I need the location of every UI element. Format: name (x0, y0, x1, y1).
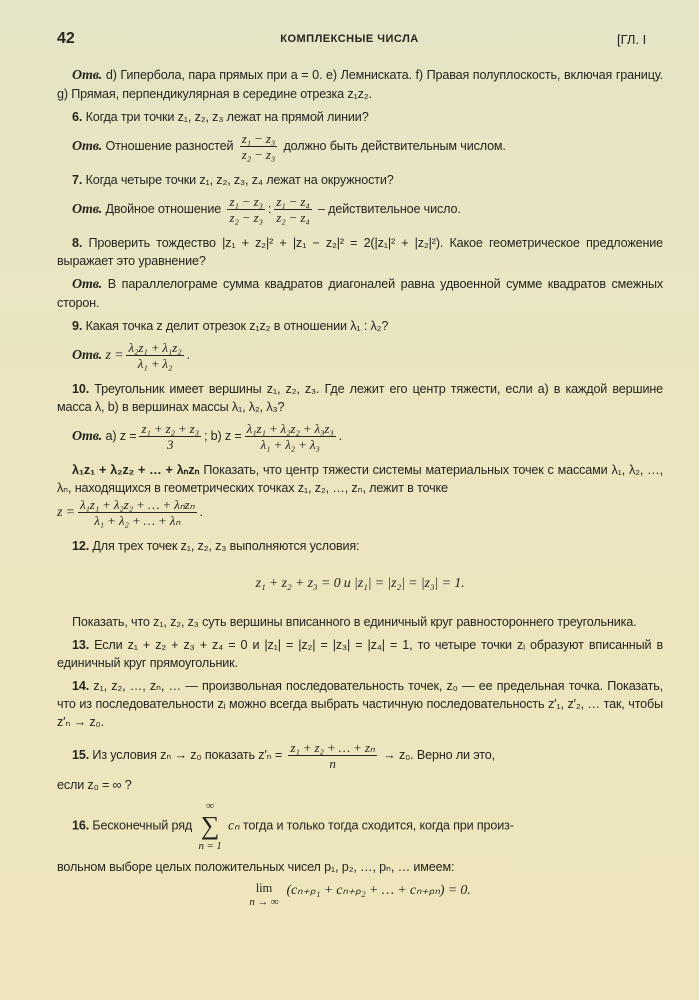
denominator: z₂ − z₃ (241, 147, 276, 162)
answer-text: Двойное отношение (105, 201, 222, 216)
problem-number: 12. (72, 539, 90, 553)
limit (249, 881, 278, 909)
denominator: z₂ − z₄ (276, 210, 310, 225)
problem-14 (57, 677, 663, 731)
answer-10 (57, 421, 663, 452)
limit-equation (57, 881, 663, 909)
denominator: 3 (167, 437, 174, 452)
problem-text: Когда три точки z₁, z₂, z₃ лежат на прямой линии? (85, 110, 369, 124)
problem-7 (57, 171, 663, 189)
problem-text: Какая точка z делит отрезок z₁z₂ в отношении λ₁ : λ₂? (85, 319, 389, 333)
series-term: cₙ (227, 818, 240, 834)
answer-text: В параллелограме сумма квадратов диагоналей равна удвоенной сумме квадратов смежных сторон. (57, 277, 663, 310)
denominator: λ₁ + λ₂ + λ₃ (260, 437, 320, 452)
problem-text: Показать, что центр тяжести системы материальных точек с массами λ₁, λ₂, …, λₙ, находящихся в геометрических точках z₁, z₂, …, zₙ, лежит в точке (57, 463, 663, 495)
lim-subscript: n → ∞ (249, 896, 279, 908)
chapter-label: [ГЛ. I (617, 32, 647, 47)
problem-text: Если z₁ + z₂ + z₃ + z₄ = 0 и |z₁| = |z₂| = |z₃| = |z₄| = 1, то четыре точки zᵢ образуют вписанный в единичный круг прямоугольник. (57, 638, 663, 670)
problem-text: Когда четыре точки z₁, z₂, z₃, z₄ лежат на окружности? (85, 173, 394, 187)
problem-number: 7. (72, 173, 83, 187)
answer-label: Отв. (72, 428, 103, 444)
problem-8 (57, 234, 663, 270)
period: . (186, 347, 190, 362)
numerator: z₁ − z₃ (229, 194, 263, 209)
problem-text: Бесконечный ряд (92, 818, 193, 833)
problem-12 (57, 537, 663, 555)
problem-13 (57, 636, 663, 672)
fraction (245, 421, 336, 452)
page-number: 42 (57, 30, 75, 47)
denominator: n (329, 756, 336, 771)
answer-text: – действительное число. (317, 201, 461, 216)
answer-text: Отношение разностей (105, 138, 234, 153)
answer-5 (57, 66, 663, 103)
problem-10 (57, 380, 663, 416)
answer-9 (57, 340, 663, 371)
fraction (240, 131, 277, 162)
problem-number: 13. (72, 638, 90, 652)
answer-label: Отв. (72, 347, 103, 363)
answer-label: Отв. (72, 138, 103, 154)
answer-part-a: a) z = (105, 428, 137, 443)
answer-label: Отв. (72, 68, 103, 83)
fraction (139, 421, 200, 452)
numerator: λ₂z₁ + λ₁z₂ (128, 340, 182, 355)
numerator: z₁ + z₂ + z₃ (141, 421, 199, 436)
numerator: λ₁z₁ + λ₂z₂ + … + λₙzₙ (79, 497, 195, 512)
period: . (338, 428, 342, 443)
ratio-sign: : (267, 201, 272, 216)
numerator: z₁ + z₂ + … + zₙ (290, 740, 375, 755)
fraction (274, 194, 311, 225)
answer-text: должно быть действительным числом. (283, 138, 506, 153)
problem-number: λ₁z₁ + λ₂z₂ + … + λₙzₙ (72, 463, 200, 477)
answer-7 (57, 194, 663, 225)
equation-lhs: z = (105, 347, 124, 363)
equation-lhs: z = (57, 504, 75, 520)
summation (198, 799, 221, 853)
denominator: λ₁ + λ₂ + … + λₙ (94, 513, 181, 528)
denominator: λ₁ + λ₂ (137, 356, 173, 371)
problem-number: 10. (72, 382, 90, 396)
problem-number: 15. (72, 747, 90, 762)
problem-12-task: Показать, что z₁, z₂, z₃ суть вершины вписанного в единичный круг равностороннего треугольника. (72, 615, 637, 629)
problem-6 (57, 108, 663, 126)
problem-16 (57, 799, 663, 853)
fraction (78, 497, 197, 528)
problem-11 (57, 461, 663, 497)
problem-number: 8. (72, 236, 83, 250)
problem-text: Проверить тождество |z₁ + z₂|² + |z₁ − z₂|² = 2(|z₁|² + |z₂|²). Какое геометрическое предложение выражает это уравнение? (57, 236, 663, 268)
numerator: z₁ − z₄ (276, 194, 310, 209)
running-title: КОМПЛЕКСНЫЕ ЧИСЛА (280, 33, 419, 45)
problem-9 (57, 317, 663, 335)
fraction (227, 194, 264, 225)
problem-number: 16. (72, 818, 90, 833)
problem-text: Из условия zₙ → z₀ показать z′ₙ = (92, 747, 283, 762)
problem-15 (57, 740, 663, 771)
problem-number: 6. (72, 110, 83, 124)
answer-6 (57, 131, 663, 162)
fraction (126, 340, 183, 371)
answer-label: Отв. (72, 201, 103, 217)
problem-text: z₁, z₂, …, zₙ, … — произвольная последовательность точек, z₀ — ее предельная точка. Показать, что из последовательности zᵢ можно всегда выбрать частичную последовательность z′₁, z′₂, … так, чтобы z′ₙ → z₀. (57, 679, 663, 729)
answer-text: d) Гипербола, пара прямых при a = 0. e) Лемниската. f) Правая полуплоскость, включая границу. g) Прямая, перпендикулярная в середине отрезка z₁z₂. (57, 68, 663, 101)
numerator: λ₁z₁ + λ₂z₂ + λ₃z₃ (246, 421, 334, 436)
problem-12-equation: z₁ + z₂ + z₃ = 0 и |z₁| = |z₂| = |z₃| = 1. (255, 576, 465, 591)
answer-8 (57, 275, 663, 312)
problem-number: 9. (72, 319, 83, 333)
problem-text: тогда и только тогда сходится, когда при произ- (242, 818, 514, 833)
sum-lower-limit: n = 1 (198, 840, 222, 852)
problem-number: 14. (72, 679, 90, 693)
sum-upper-limit: ∞ (206, 800, 214, 812)
fraction (288, 740, 376, 771)
period: . (199, 504, 203, 519)
problem-text: Треугольник имеет вершины z₁, z₂, z₃. Где лежит его центр тяжести, если a) в каждой вершине масса λ, b) в вершинах массы λ₁, λ₂, λ₃? (57, 382, 663, 414)
problem-11-formula (57, 497, 663, 528)
problem-16-continued: вольном выборе целых положительных чисел p₁, p₂, …, pₙ, … имеем: (57, 860, 455, 874)
lim-symbol: lim (255, 881, 273, 895)
limit-expression: (cₙ₊ₚ₁ + cₙ₊ₚ₂ + … + cₙ₊ₚₙ) = 0. (286, 883, 471, 898)
answer-label: Отв. (72, 277, 103, 292)
problem-text: → z₀. Верно ли это, (383, 747, 495, 762)
sigma-symbol: ∑ (200, 811, 220, 840)
answer-part-b: ; b) z = (203, 428, 242, 443)
numerator: z₁ − z₃ (241, 131, 276, 146)
denominator: z₂ − z₃ (229, 210, 263, 225)
problem-15-continued: если z₀ = ∞ ? (57, 778, 132, 792)
problem-text: Для трех точек z₁, z₂, z₃ выполняются условия: (92, 539, 360, 553)
